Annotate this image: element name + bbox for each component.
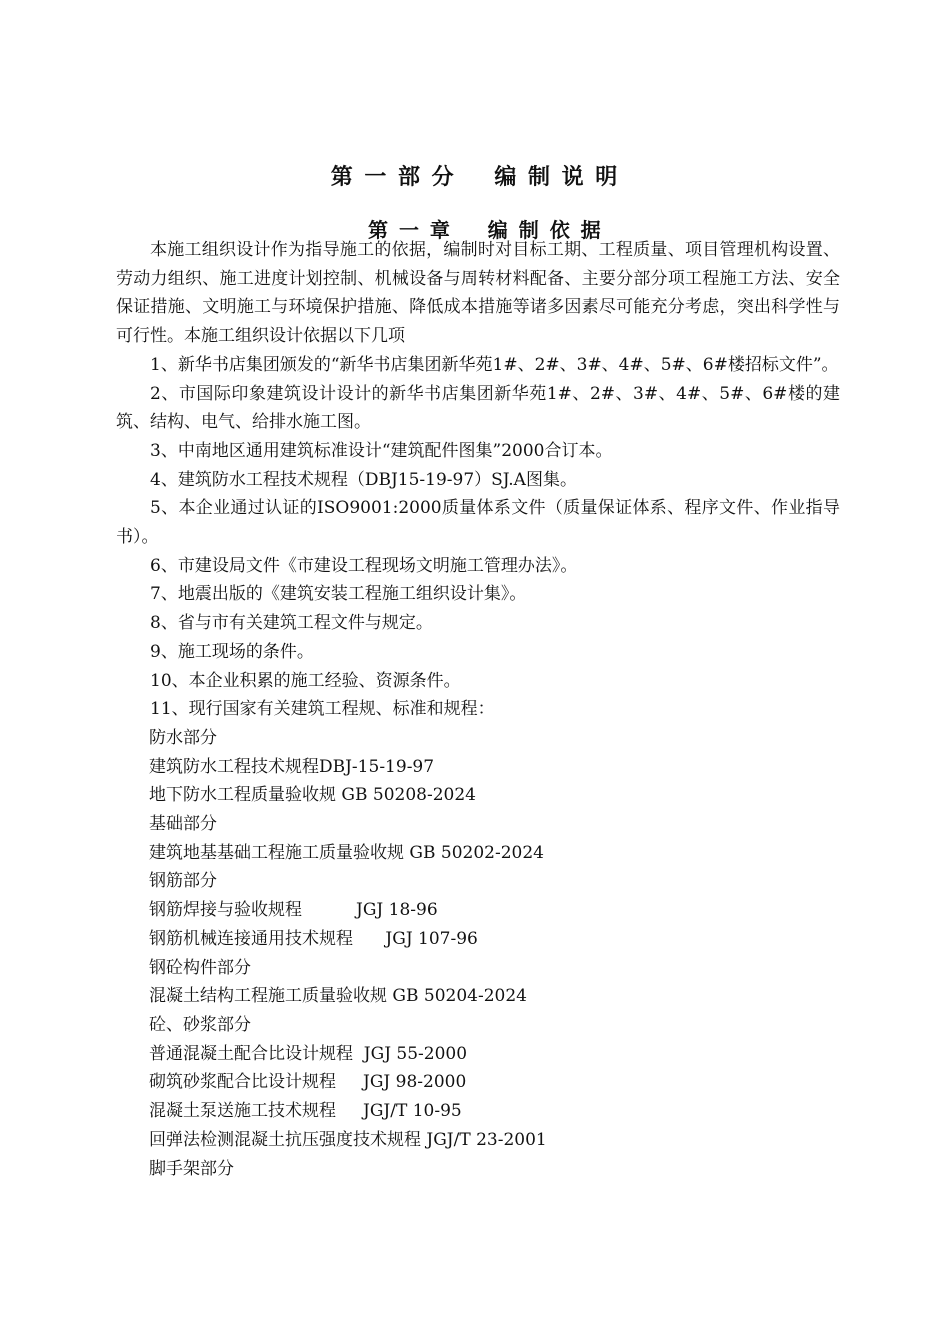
basis-item: 5、本企业通过认证的ISO9001:2000质量体系文件（质量保证体系、程序文件、作业指导书）。 xyxy=(116,498,840,548)
basis-item: 4、建筑防水工程技术规程（DBJ15-19-97）SJ.A图集。 xyxy=(150,469,577,490)
intro-paragraph: 本施工组织设计作为指导施工的依据，编制时对目标工期、工程质量、项目管理机构设置、劳动力组织、施工进度计划控制、机械设备与周转材料配备、主要分部分项工程施工方法、安全保证措施、文明施工与环境保护措施、降低成本措施等诸多因素尽可能充分考虑，突出科学性与可行性。本施工组织设计依据以下几项 xyxy=(116,240,840,347)
standards-section-heading: 基础部分 xyxy=(149,814,217,835)
basis-item: 2、市国际印象建筑设计设计的新华书店集团新华苑1#、2#、3#、4#、5#、6#楼的建筑、结构、电气、给排水施工图。 xyxy=(116,383,840,433)
standard-entry: 回弹法检测混凝土抗压强度技术规程 JGJ/T 23-2001 xyxy=(149,1129,547,1150)
standard-entry: 普通混凝土配合比设计规程 JGJ 55-2000 xyxy=(149,1043,468,1064)
standard-entry: 建筑地基基础工程施工质量验收规 GB 50202-2024 xyxy=(149,842,544,863)
basis-item: 10、本企业积累的施工经验、资源条件。 xyxy=(150,670,461,691)
standards-section-heading: 防水部分 xyxy=(149,727,217,748)
standards-section-heading: 钢砼构件部分 xyxy=(149,957,251,978)
basis-item: 7、地震出版的《建筑安装工程施工组织设计集》。 xyxy=(150,584,527,605)
basis-item: 3、中南地区通用建筑标准设计“建筑配件图集”2000合订本。 xyxy=(150,440,613,461)
standard-entry: 混凝土结构工程施工质量验收规 GB 50204-2024 xyxy=(149,986,527,1007)
standards-section-heading: 脚手架部分 xyxy=(149,1158,234,1179)
chapter-title: 第 一 章 编 制 依 据 xyxy=(368,218,603,242)
part-title: 第 一 部 分 编 制 说 明 xyxy=(330,165,620,190)
standard-entry: 混凝土泵送施工技术规程 JGJ/T 10-95 xyxy=(149,1101,462,1122)
basis-item: 11、现行国家有关建筑工程规、标准和规程： xyxy=(150,699,495,720)
basis-item: 9、施工现场的条件。 xyxy=(150,641,314,662)
basis-item: 1、新华书店集团颁发的“新华书店集团新华苑1#、2#、3#、4#、5#、6#楼招标文件”。 xyxy=(150,354,839,375)
standard-entry: 砌筑砂浆配合比设计规程 JGJ 98-2000 xyxy=(149,1072,467,1093)
standard-entry: 钢筋焊接与验收规程 JGJ 18-96 xyxy=(149,900,438,921)
standard-entry: 地下防水工程质量验收规 GB 50208-2024 xyxy=(149,785,476,806)
basis-item: 8、省与市有关建筑工程文件与规定。 xyxy=(150,613,433,634)
standard-entry: 建筑防水工程技术规程DBJ-15-19-97 xyxy=(149,756,435,777)
standards-section-heading: 砼、砂浆部分 xyxy=(149,1014,251,1035)
standard-entry: 钢筋机械连接通用技术规程 JGJ 107-96 xyxy=(149,928,478,949)
document-body xyxy=(116,236,840,1183)
standards-section-heading: 钢筋部分 xyxy=(149,871,217,892)
basis-item: 6、市建设局文件《市建设工程现场文明施工管理办法》。 xyxy=(150,555,578,576)
